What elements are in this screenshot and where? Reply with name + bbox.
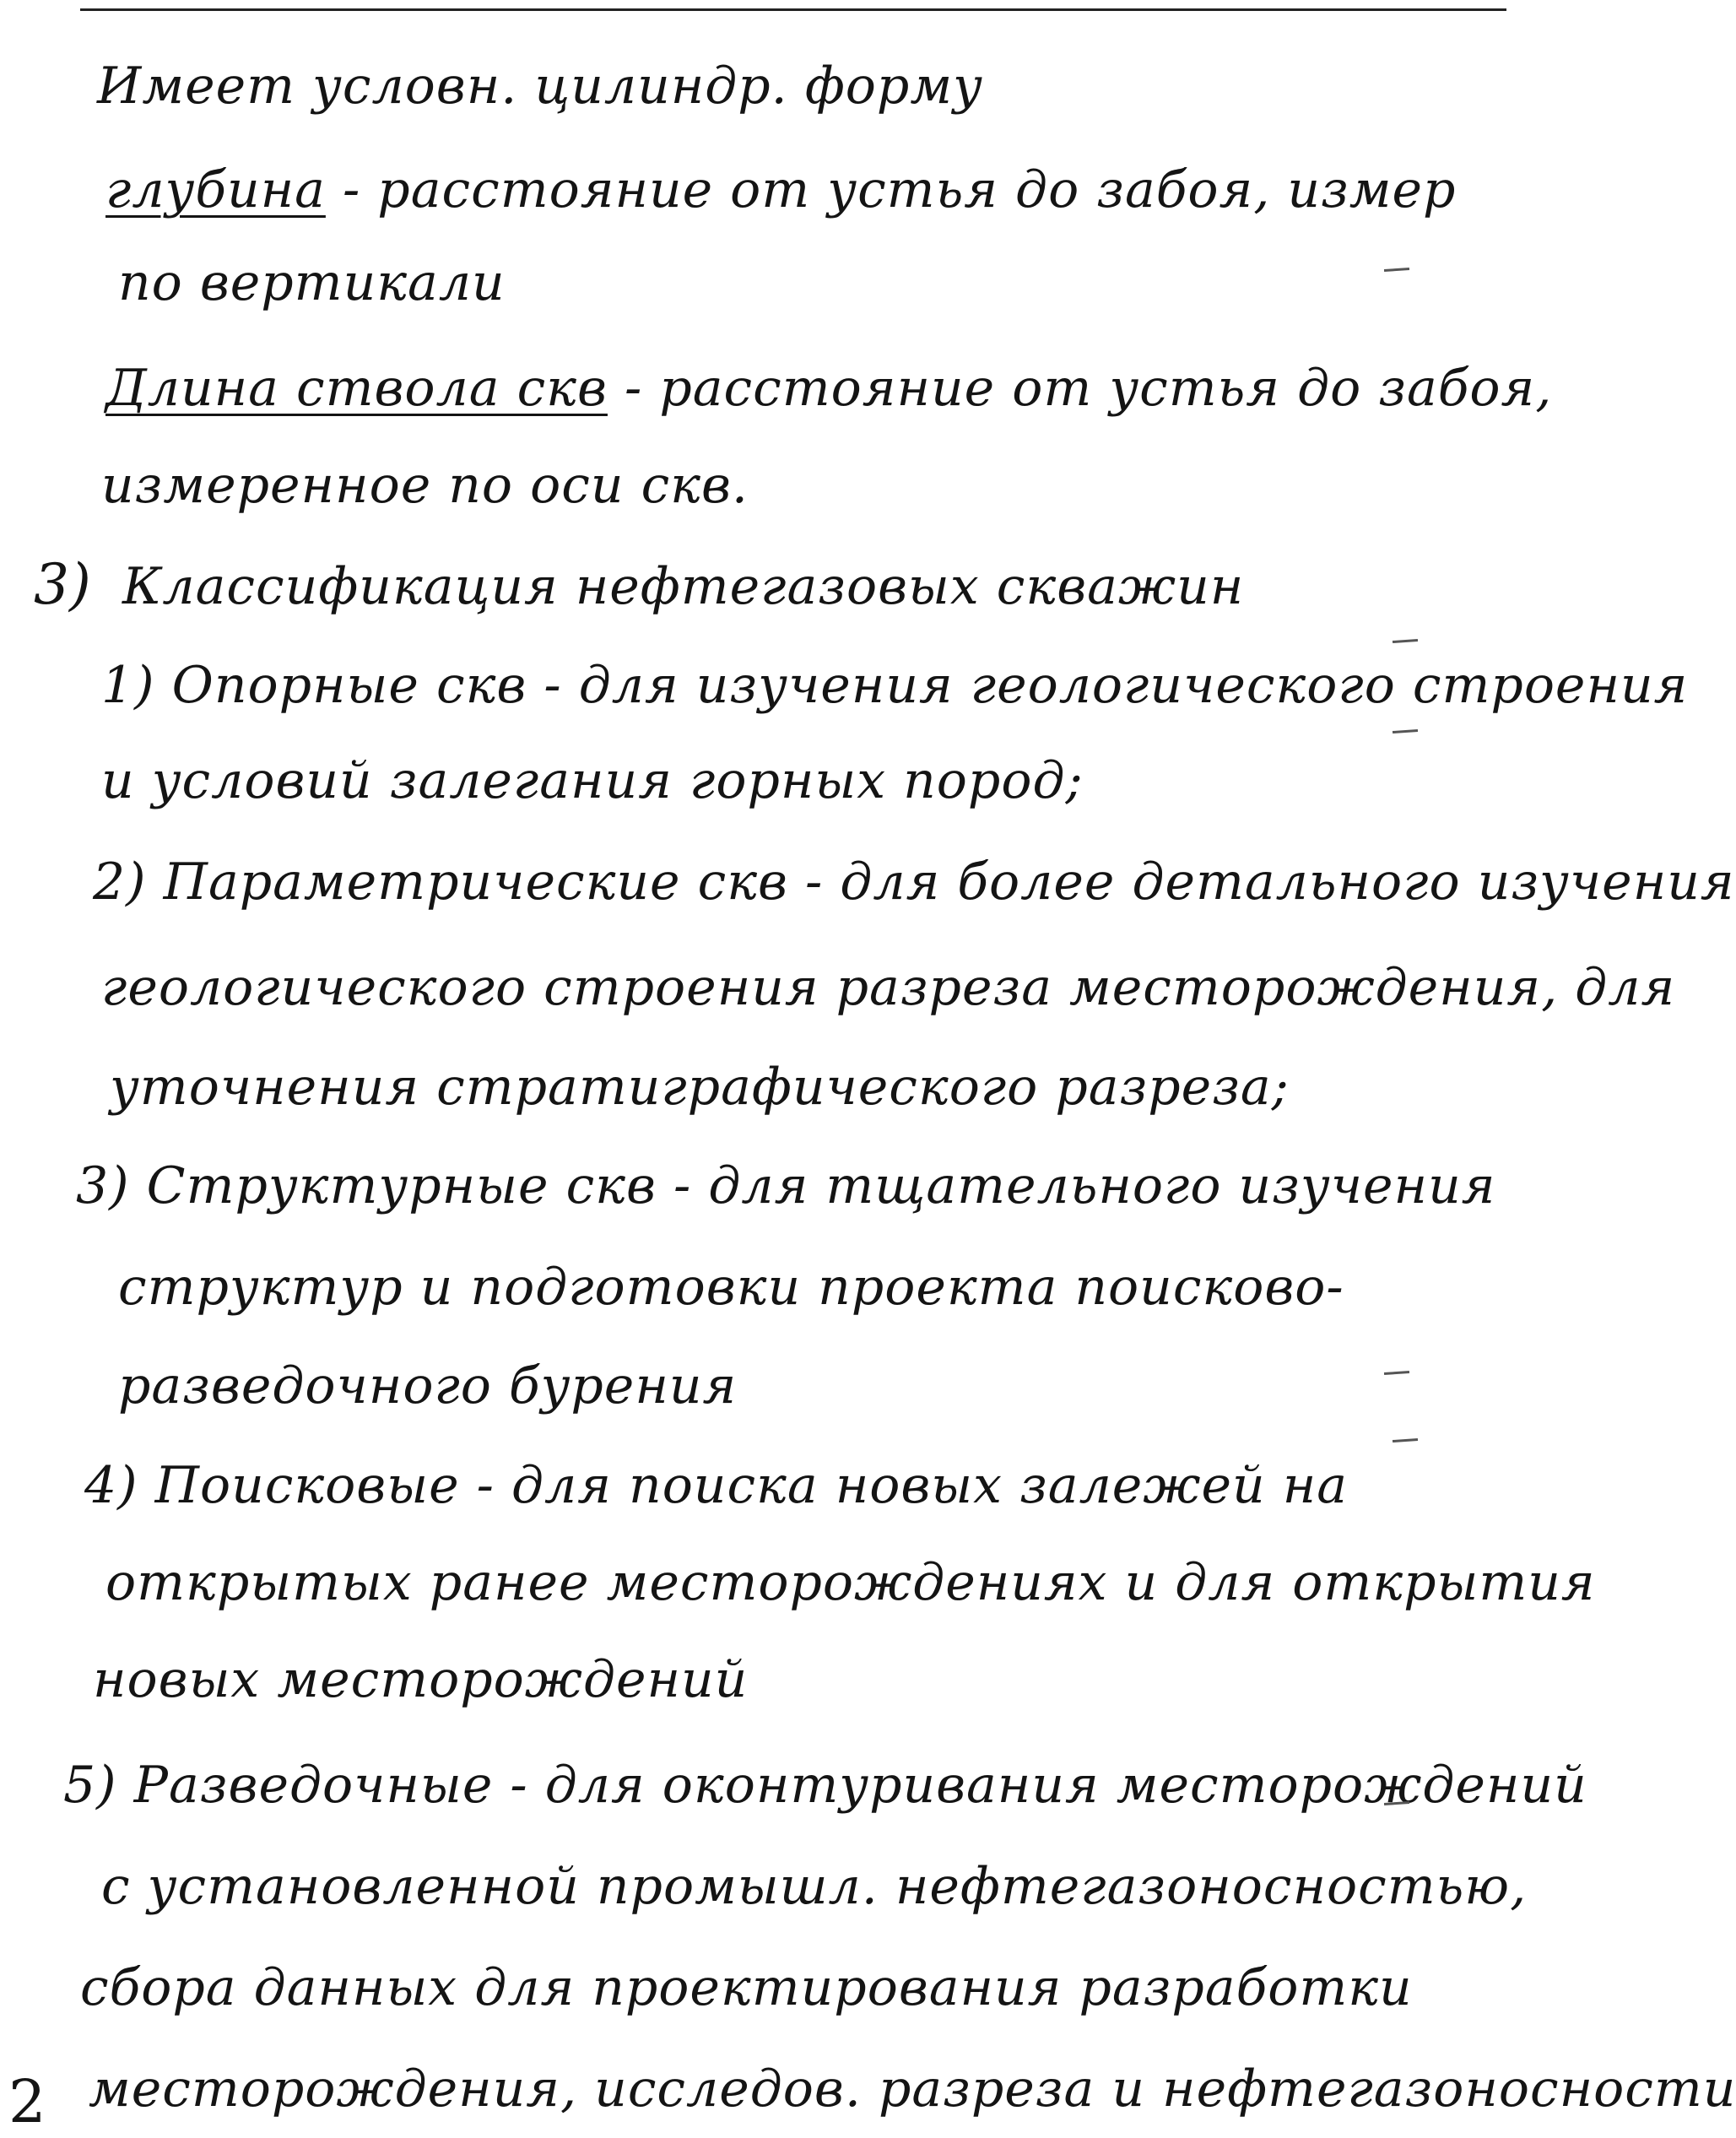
definition-depth: - расстояние от устья до забоя, измер (325, 160, 1457, 219)
section-heading: Классификация нефтегазовых скважин (122, 557, 1245, 616)
term-borehole-length: Длина ствола скв (105, 359, 608, 418)
text-line-2 (105, 160, 1457, 219)
list-item-3-line-2: структур и подготовки проекта поисково- (118, 1258, 1344, 1317)
text-line-3: по вертикали (118, 253, 506, 312)
definition-borehole-length: - расстояние от устья до забоя, (607, 359, 1553, 418)
list-item-1-line-1: 1) Опорные скв - для изучения геологического строения (101, 656, 1689, 715)
term-depth: глубина (105, 160, 326, 219)
list-item-2-line-2: геологического строения разреза месторождения, для (101, 958, 1676, 1017)
list-item-4-line-2: открытых ранее месторождениях и для открытия (105, 1553, 1596, 1612)
list-item-3-line-3: разведочного бурения (118, 1356, 738, 1415)
text-line-1: Имеет условн. цилиндр. форму (97, 57, 983, 116)
list-item-3-line-1: 3) Структурные скв - для тщательного изучения (76, 1156, 1496, 1215)
margin-mark (1393, 639, 1418, 643)
text-line-4 (105, 359, 1553, 418)
section-number: 3) (34, 552, 91, 617)
top-edge-line (80, 8, 1506, 11)
list-item-5-line-2: с установленной промышл. нефтегазоносностью, (101, 1857, 1528, 1916)
margin-mark (1384, 1371, 1409, 1375)
list-item-4-line-3: новых месторождений (93, 1650, 749, 1709)
margin-mark (1393, 729, 1418, 733)
list-item-5-line-4: месторождения, исследов. разреза и нефтегазоносности (89, 2060, 1736, 2119)
page-number: 2 (8, 2067, 46, 2136)
list-item-4-line-1: 4) Поисковые - для поиска новых залежей на (84, 1456, 1348, 1515)
margin-mark (1393, 1438, 1418, 1442)
list-item-2-line-1: 2) Параметрические скв - для более детального изучения (93, 852, 1735, 912)
list-item-2-line-3: уточнения стратиграфического разреза; (110, 1058, 1290, 1117)
list-item-1-line-2: и условий залегания горных пород; (101, 751, 1084, 810)
margin-mark (1384, 268, 1409, 272)
list-item-5-line-1: 5) Разведочные - для оконтуривания месторождений (63, 1756, 1587, 1815)
list-item-5-line-3: сбора данных для проектирования разработки (80, 1958, 1413, 2017)
text-line-5: измеренное по оси скв. (101, 456, 749, 515)
